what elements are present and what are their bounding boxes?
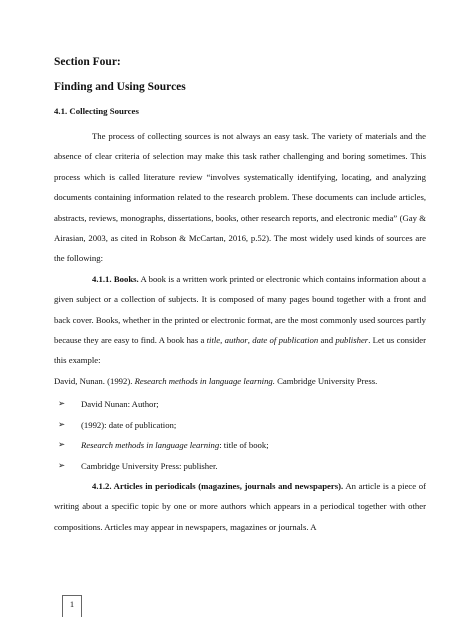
arrow-bullet-icon: ➢ xyxy=(58,460,66,470)
list-item: ➢ (1992): date of publication; xyxy=(54,415,426,435)
books-paragraph: 4.1.1. Books. A book is a written work printed or electronic which contains information about a given subject or a collection of subjects. It is composed of many pages bound together with a front and back cover. Books, whether in the printed or electronic format, are the most commonly used sources partly because they are easy to find. A book has a title, author, date of publication and publisher. Let us consider this example: xyxy=(54,273,427,366)
list-item: ➢ Research methods in language learning: title of book; xyxy=(54,435,426,455)
arrow-bullet-icon: ➢ xyxy=(58,399,66,409)
articles-heading: 4.1.2. Articles in periodicals (magazines, journals and newspapers). xyxy=(92,480,344,491)
body-text xyxy=(54,126,426,537)
section-heading: Section Four: xyxy=(54,56,121,68)
books-heading: 4.1.1. Books. xyxy=(92,273,139,284)
page-number: 1 xyxy=(62,595,82,617)
list-item: ➢ David Nunan: Author; xyxy=(54,394,426,414)
example-citation: David, Nunan. (1992). Research methods in language learning. Cambridge University Press. xyxy=(54,375,378,386)
articles-paragraph: 4.1.2. Articles in periodicals (magazines, journals and newspapers). An article is a piece of writing about a specific topic by one or more authors which appears in a periodical together with other compositions. Articles may appear in newspapers, magazines or journals. A xyxy=(54,480,426,532)
chapter-title: Finding and Using Sources xyxy=(54,81,186,93)
subsection-heading: 4.1. Collecting Sources xyxy=(54,106,139,116)
arrow-bullet-icon: ➢ xyxy=(58,440,66,450)
intro-paragraph: The process of collecting sources is not always an easy task. The variety of materials and the absence of clear criteria of selection may make this task rather challenging and boring sometimes. This process which is called literature review “involves systematically identifying, locating, and analyzing documents containing information related to the research problem. These documents can include articles, abstracts, reviews, monographs, dissertations, books, other research reports, and electronic media” (Gay & Airasian, 2003, as cited in Robson & McCartan, 2016, p.52). The most widely used kinds of sources are the following: xyxy=(54,131,426,264)
arrow-bullet-icon: ➢ xyxy=(58,419,66,429)
list-item: ➢ Cambridge University Press: publisher. xyxy=(54,456,426,476)
citation-breakdown-list xyxy=(54,394,426,476)
